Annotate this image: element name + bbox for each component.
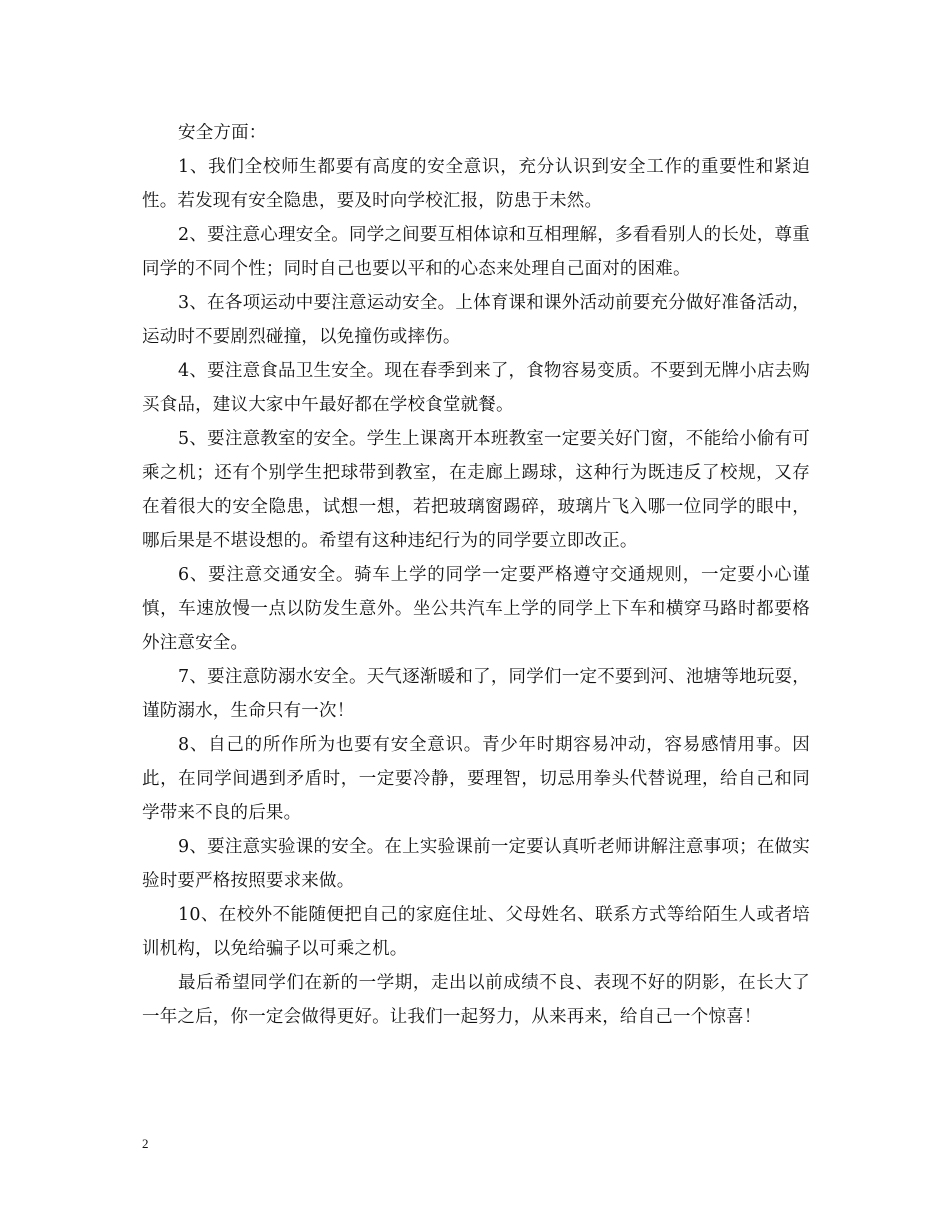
safety-item-7: 7、要注意防溺水安全。天气逐渐暖和了，同学们一定不要到河、池塘等地玩耍，谨防溺水，生命只有一次！ xyxy=(142,667,810,721)
safety-item-10: 10、在校外不能随便把自己的家庭住址、父母姓名、联系方式等给陌生人或者培训机构，以免给骗子以可乘之机。 xyxy=(142,905,810,959)
page-number: 2 xyxy=(142,1136,149,1151)
safety-item-9: 9、要注意实验课的安全。在上实验课前一定要认真听老师讲解注意事项；在做实验时要严格按照要求来做。 xyxy=(142,837,810,891)
safety-item-4: 4、要注意食品卫生安全。现在春季到来了，食物容易变质。不要到无牌小店去购买食品，建议大家中午最好都在学校食堂就餐。 xyxy=(142,361,810,415)
safety-item-8: 8、自己的所作所为也要有安全意识。青少年时期容易冲动，容易感情用事。因此，在同学间遇到矛盾时，一定要冷静，要理智，切忌用拳头代替说理，给自己和同学带来不良的后果。 xyxy=(142,735,810,823)
safety-item-3: 3、在各项运动中要注意运动安全。上体育课和课外活动前要充分做好准备活动，运动时不要剧烈碰撞，以免撞伤或摔伤。 xyxy=(142,293,810,347)
closing-paragraph: 最后希望同学们在新的一学期，走出以前成绩不良、表现不好的阴影，在长大了一年之后，你一定会做得更好。让我们一起努力，从来再来，给自己一个惊喜！ xyxy=(142,973,810,1027)
document-body xyxy=(142,116,810,1034)
safety-item-2: 2、要注意心理安全。同学之间要互相体谅和互相理解，多看看别人的长处，尊重同学的不同个性；同时自己也要以平和的心态来处理自己面对的困难。 xyxy=(142,225,810,279)
section-heading: 安全方面： xyxy=(178,123,267,143)
safety-item-1: 1、我们全校师生都要有高度的安全意识，充分认识到安全工作的重要性和紧迫性。若发现有安全隐患，要及时向学校汇报，防患于未然。 xyxy=(142,157,810,211)
safety-item-6: 6、要注意交通安全。骑车上学的同学一定要严格遵守交通规则，一定要小心谨慎，车速放慢一点以防发生意外。坐公共汽车上学的同学上下车和横穿马路时都要格外注意安全。 xyxy=(142,565,810,653)
safety-item-5: 5、要注意教室的安全。学生上课离开本班教室一定要关好门窗，不能给小偷有可乘之机；还有个别学生把球带到教室，在走廊上踢球，这种行为既违反了校规，又存在着很大的安全隐患，试想一想，若把玻璃窗踢碎，玻璃片飞入哪一位同学的眼中，哪后果是不堪设想的。希望有这种违纪行为的同学要立即改正。 xyxy=(142,429,810,551)
